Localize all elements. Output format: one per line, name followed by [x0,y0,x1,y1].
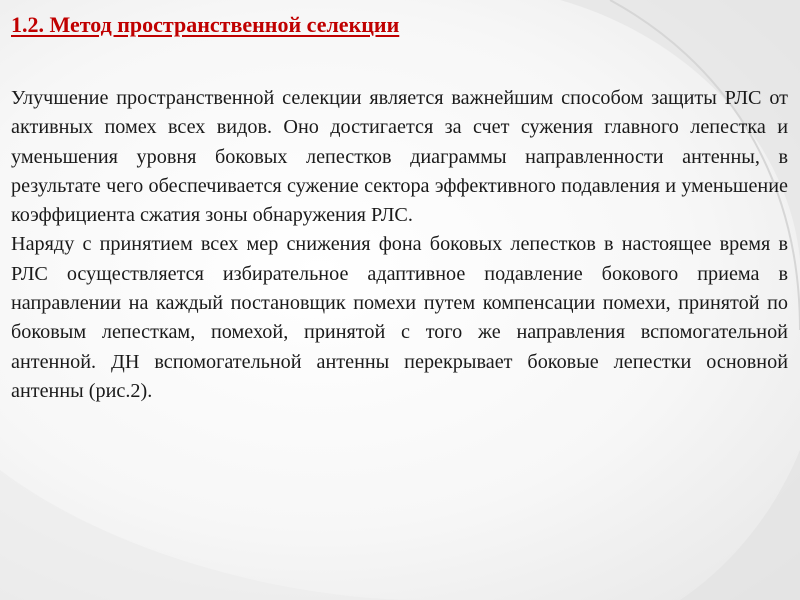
slide-content [11,10,788,406]
paragraph-1: Улучшение пространственной селекции является важнейшим способом защиты РЛС от активных помех всех видов. Оно достигается за счет сужения главного лепестка и уменьшения уровня боковых лепестков диаграммы направленности антенны, в результате чего обеспечивается сужение сектора эффективного подавления и уменьшение коэффициента сжатия зоны обнаружения РЛС. [11,87,788,227]
paragraph-2: Наряду с принятием всех мер снижения фона боковых лепестков в настоящее время в РЛС осуществляется избирательное адаптивное подавление бокового приема в направлении на каждый постановщик помехи путем компенсации помехи, принятой по боковым лепесткам, помехой, принятой с того же направления вспомогательной антенной. ДН вспомогательной антенны перекрывает боковые лепестки основной антенны (рис.2). [11,233,788,402]
slide-title: 1.2. Метод пространственной селекции [11,12,400,37]
